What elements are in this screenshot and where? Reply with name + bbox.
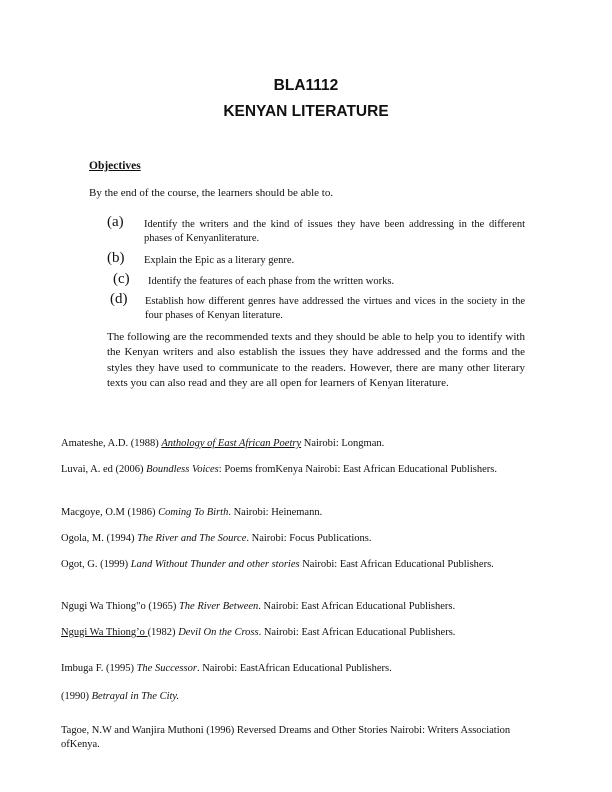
reference-item: Amateshe, A.D. (1988) Anthology of East African Poetry Nairobi: Longman. [61, 438, 385, 449]
reference-item: Ogola, M. (1994) The River and The Source. Nairobi: Focus Publications. [61, 533, 372, 544]
reference-item: Ngugi Wa Thiong"o (1965) The River Between. Nairobi: East African Educational Publishers. [61, 601, 456, 612]
objective-a: Identify the writers and the kind of issues they have been addressing in the different phases of Kenyanliterature. [144, 219, 525, 244]
reference-item: Tagoe, N.W and Wanjira Muthoni (1996) Reversed Dreams and Other Stories Nairobi: Writers Association ofKenya. [61, 725, 511, 750]
recommended-texts-paragraph: The following are the recommended texts and they should be able to help you to identify with the Kenyan writers and also establish the issues they have addressed and the forms and the styles they have used to communicate to the readers. However, there are many other literary texts you can also read and they are all open for learners of Kenyan literature. [107, 331, 525, 389]
objective-marker-b: (b) [107, 250, 125, 266]
reference-item: Ogot, G. (1999) Land Without Thunder and other stories Nairobi: East African Educational Publishers. [61, 559, 494, 570]
course-code: BLA1112 [273, 77, 339, 94]
reference-item: Macgoye, O.M (1986) Coming To Birth. Nairobi: Heinemann. [61, 507, 323, 518]
objective-marker-a: (a) [107, 214, 124, 230]
objectives-intro: By the end of the course, the learners should be able to. [89, 187, 334, 199]
reference-item: Luvai, A. ed (2006) Boundless Voices: Poems fromKenya Nairobi: East African Educational Publishers. [61, 464, 497, 475]
course-title: KENYAN LITERATURE [223, 103, 389, 120]
objective-marker-d: (d) [110, 291, 128, 307]
objective-c: Identify the features of each phase from the written works. [148, 276, 395, 287]
reference-item: Ngugi Wa Thiong’o (1982) Devil On the Cross. Nairobi: East African Educational Publishers. [61, 627, 456, 638]
objectives-heading: Objectives [89, 160, 141, 172]
objective-marker-c: (c) [113, 271, 130, 287]
objective-b: Explain the Epic as a literary genre. [144, 255, 295, 266]
objective-d: Establish how different genres have addressed the virtues and vices in the society in the four phases of Kenyan literature. [145, 296, 525, 321]
reference-item: Imbuga F. (1995) The Successor. Nairobi: EastAfrican Educational Publishers. [61, 663, 392, 674]
reference-item: (1990) Betrayal in The City. [61, 691, 180, 702]
